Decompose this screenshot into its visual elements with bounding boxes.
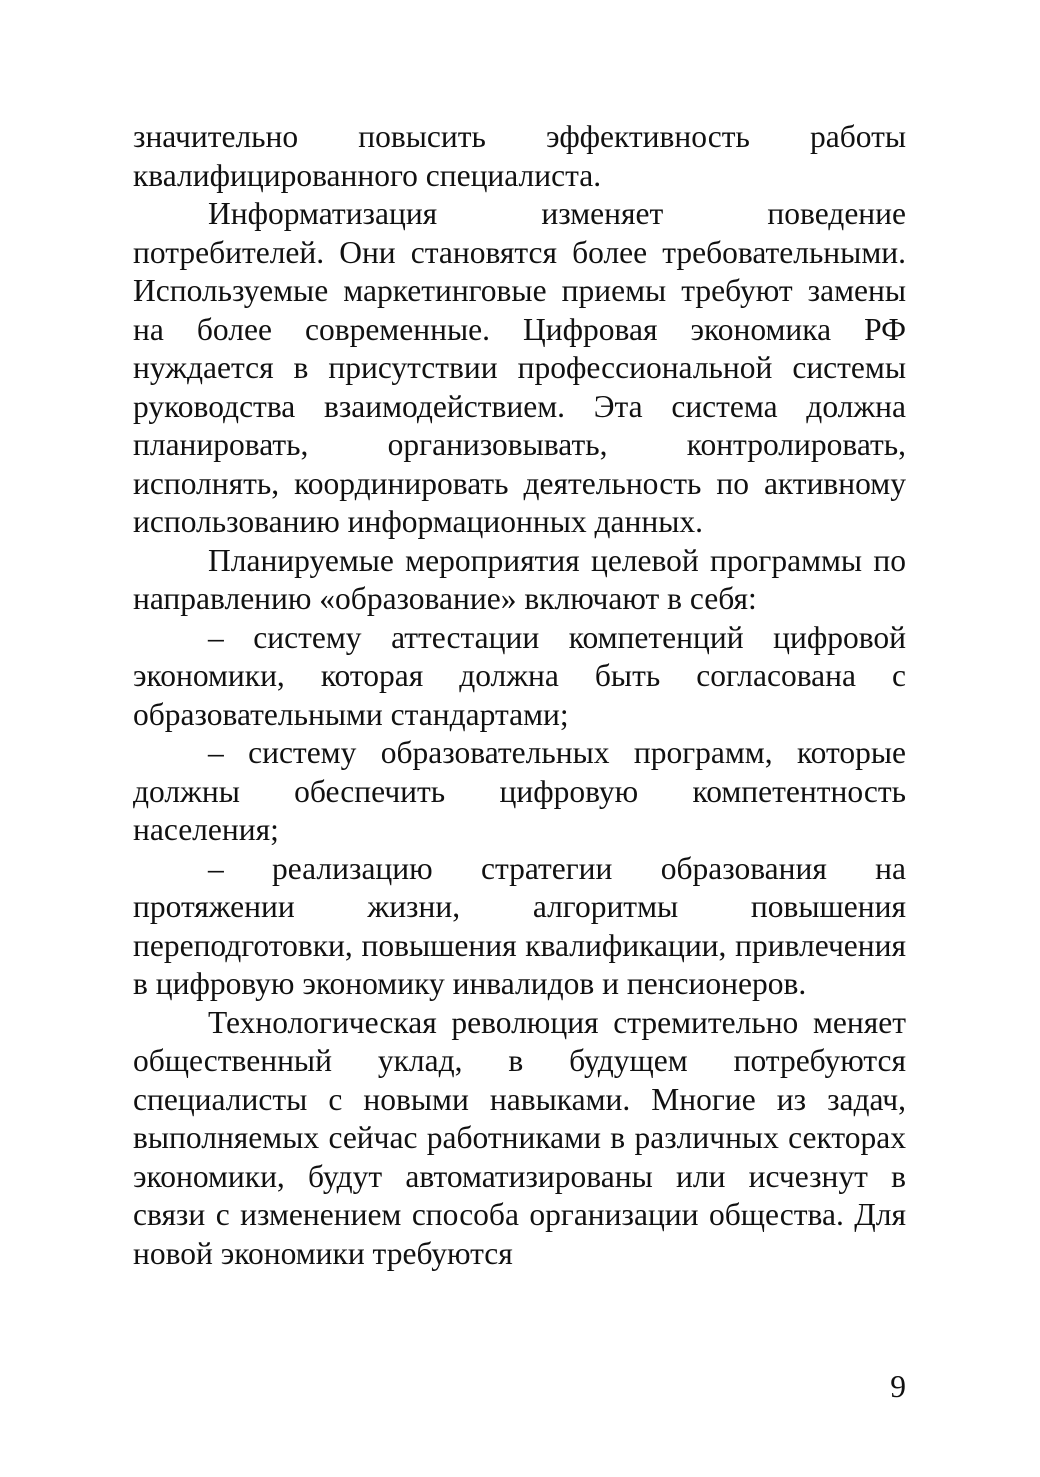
paragraph-planned-measures: Планируемые мероприятия целевой программы по направлению «образование» включают в себя: [133, 542, 906, 616]
paragraph-continuation: значительно повысить эффективность работы квалифицированного специалиста. [133, 119, 906, 193]
paragraph-technological-revolution: Технологическая революция стремительно меняет общественный уклад, в будущем потребуются специалисты с новыми навыками. Многие из задач, выполняемых сейчас работниками в различных секторах экономики, будут автоматизированы или исчезнут в связи с изменением способа организации общества. Для новой экономики требуются [133, 1004, 906, 1271]
list-item-lifelong-learning: – реализацию стратегии образования на протяжении жизни, алгоритмы повышения переподготовки, повышения квалификации, привлечения в цифровую экономику инвалидов и пенсионеров. [133, 850, 906, 1001]
page-number: 9 [890, 1369, 906, 1404]
paragraph-informatization: Информатизация изменяет поведение потребителей. Они становятся более требовательными. Используемые маркетинговые приемы требуют замены на более современные. Цифровая экономика РФ нуждается в присутствии профессиональной системы руководства взаимодействием. Эта система должна планировать, организовывать, контролировать, исполнять, координировать деятельность по активному использованию информационных данных. [133, 196, 906, 539]
page-body [133, 118, 906, 1273]
list-item-attestation: – систему аттестации компетенций цифровой экономики, которая должна быть согласована с образовательными стандартами; [133, 619, 906, 732]
list-item-educational-programs: – систему образовательных программ, которые должны обеспечить цифровую компетентность населения; [133, 735, 906, 847]
